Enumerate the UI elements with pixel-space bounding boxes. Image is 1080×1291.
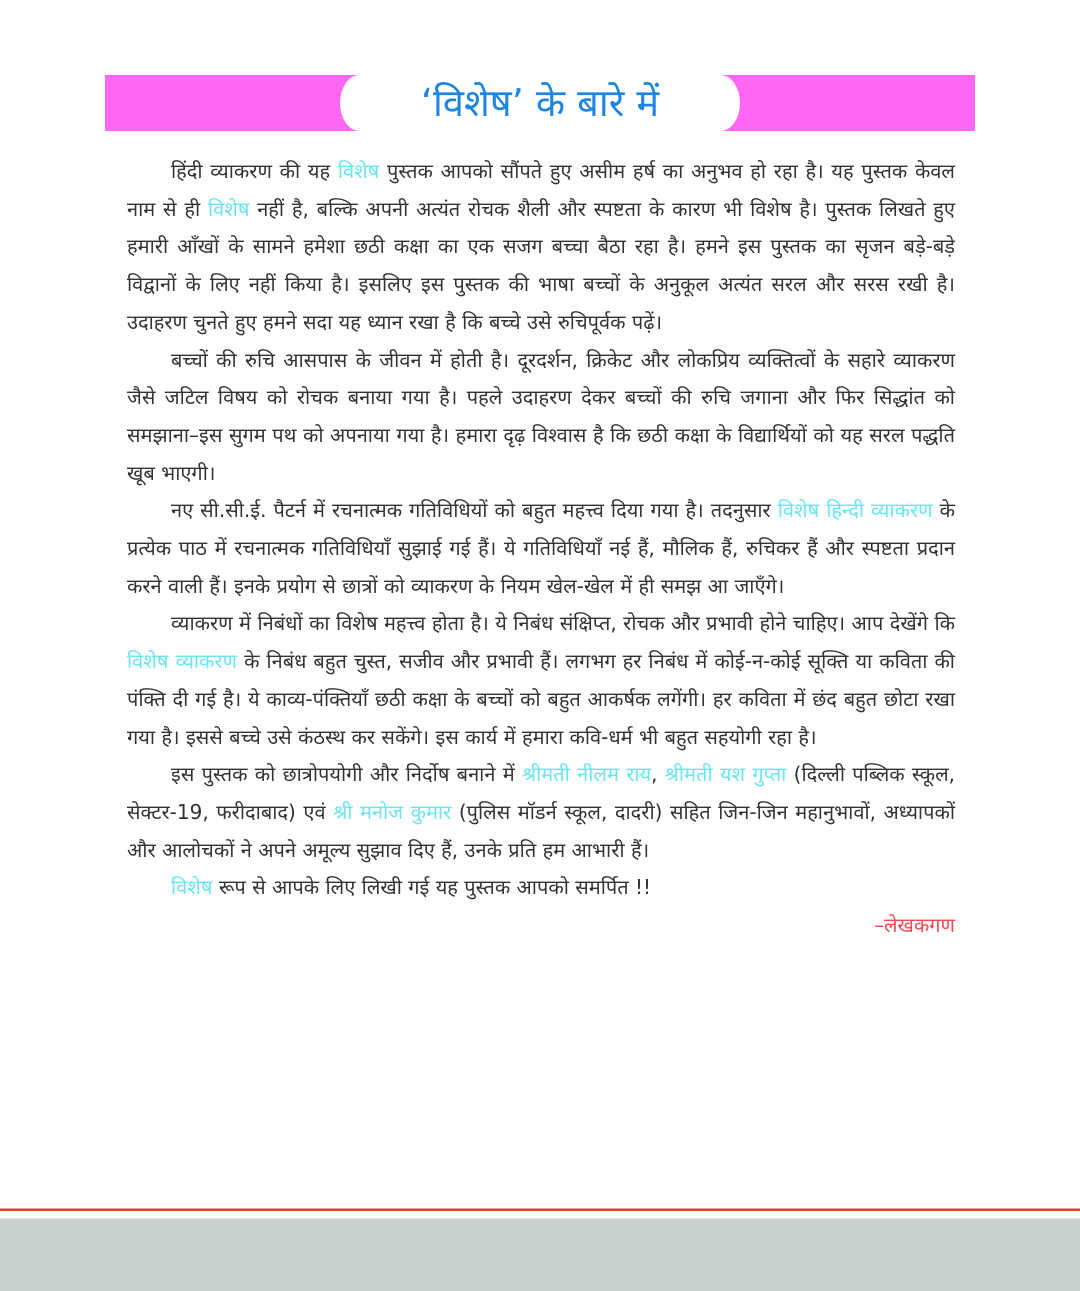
text-run: के प्रत्येक पाठ में रचनात्मक गतिविधियाँ सुझाई गई हैं। ये गतिविधियाँ नई हैं, मौलिक हैं, रुचिकर हैं और स्पष्टता प्रदान करने वाली हैं। इनके प्रयोग से छात्रों को व्याकरण के नियम खेल-खेल में ही समझ आ जाएँगे। xyxy=(127,498,955,598)
text-run: (पुलिस मॉडर्न स्कूल, दादरी) सहित जिन-जिन महानुभावों, अध्यापकों और आलोचकों ने अपने अमूल्य सुझाव दिए हैं, उनके प्रति हम आभारी हैं। xyxy=(127,799,956,862)
text-run: (दिल्ली पब्लिक स्कूल, सेक्टर-19, फरीदाबाद) एवं xyxy=(127,762,955,824)
highlight-vishesh: विशेष xyxy=(337,159,380,183)
text-run: इस पुस्तक को छात्रोपयोगी और निर्दोष बनाने में xyxy=(171,762,522,787)
text-run: नए सी.सी.ई. पैटर्न में रचनात्मक गतिविधियों को बहुत महत्त्व दिया गया है। तदनुसार xyxy=(171,498,778,523)
highlight-book-title: विशेष हिन्दी व्याकरण xyxy=(777,498,933,523)
text-run: हिंदी व्याकरण की यह xyxy=(171,159,338,183)
preface-body xyxy=(127,153,955,945)
paragraph-5 xyxy=(127,756,955,869)
highlight-name: श्रीमती यश गुप्ता xyxy=(664,762,787,787)
text-run: के निबंध बहुत चुस्त, सजीव और प्रभावी हैं। लगभग हर निबंध में कोई-न-कोई सूक्ति या कविता की पंक्ति दी गई है। ये काव्य-पंक्तियाँ छठी कक्षा के बच्चों को बहुत आकर्षक लगेंगी। हर कविता में छंद बहुत छोटा रखा गया है। इससे बच्चे उसे कंठस्थ कर सकेंगे। इस कार्य में हमारा कवि-धर्म भी बहुत सहयोगी रहा है। xyxy=(127,649,955,749)
text-run: नहीं है, बल्कि अपनी अत्यंत रोचक शैली और स्पष्टता के कारण भी विशेष है। पुस्तक लिखते हुए हमारी आँखों के सामने हमेशा छठी कक्षा का एक सजग बच्चा बैठा रहा है। हमने इस पुस्तक का सृजन बड़े-बड़े विद्वानों के लिए नहीं किया है। इसलिए इस पुस्तक की भाषा बच्चों के अनुकूल अत्यंत सरल और सरस रखी है। उदाहरण चुनते हुए हमने सदा यह ध्यान रखा है कि बच्चे उसे रुचिपूर्वक पढ़ें। xyxy=(127,196,955,334)
paragraph-2 xyxy=(127,342,955,493)
title-pill xyxy=(340,75,740,131)
paragraph-1 xyxy=(127,153,955,342)
text-run: पुस्तक आपको सौंपते हुए असीम हर्ष का अनुभव हो रहा है। यह पुस्तक केवल नाम से ही xyxy=(127,159,955,221)
highlight-name: श्रीमती नीलम राय xyxy=(521,762,652,787)
page-title: ‘विशेष’ के बारे में xyxy=(420,81,660,125)
highlight-name: श्री मनोज कुमार xyxy=(333,799,452,824)
paragraph-3 xyxy=(127,492,955,605)
text-run: रूप से आपके लिए लिखी गई यह पुस्तक आपको समर्पित !! xyxy=(212,875,652,900)
highlight-vishesh: विशेष xyxy=(207,196,250,221)
paragraph-4 xyxy=(127,605,955,756)
paragraph-6 xyxy=(127,869,955,907)
text-run: , xyxy=(651,762,665,787)
text-run: व्याकरण में निबंधों का विशेष महत्त्व होता है। ये निबंध संक्षिप्त, रोचक और प्रभावी होने चाहिए। आप देखेंगे कि xyxy=(171,611,955,636)
text-run: बच्चों की रुचि आसपास के जीवन में होती है। दूरदर्शन, क्रिकेट और लोकप्रिय व्यक्तित्वों के सहारे व्याकरण जैसे जटिल विषय को रोचक बनाया गया है। पहले उदाहरण देकर बच्चों की रुचि जगाना और फिर सिद्धांत को समझाना–इस सुगम पथ को अपनाया गया है। हमारा दृढ़ विश्वास है कि छठी कक्षा के विद्यार्थियों को यह सरल पद्धति खूब भाएगी। xyxy=(127,347,955,485)
highlight-book-title: विशेष व्याकरण xyxy=(127,649,238,674)
footer-rule xyxy=(0,1209,1080,1211)
highlight-vishesh: विशेष xyxy=(171,875,213,900)
footer-band xyxy=(0,1218,1080,1291)
signature-line xyxy=(127,907,955,945)
signature: –लेखकगण xyxy=(874,913,955,938)
